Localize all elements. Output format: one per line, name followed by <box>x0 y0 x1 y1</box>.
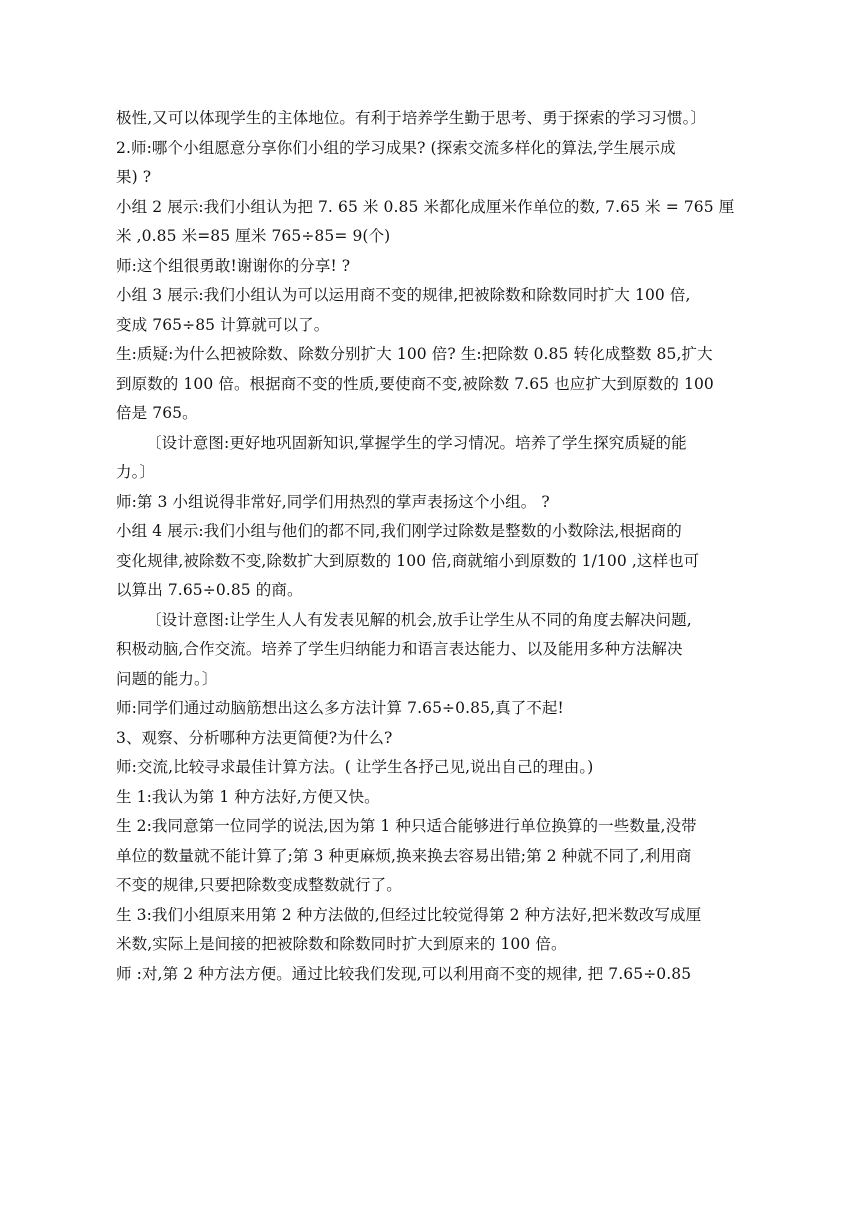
document-body <box>116 104 746 989</box>
text-line: 到原数的 100 倍。根据商不变的性质,要使商不变,被除数 7.65 也应扩大到原数的 100 <box>116 374 714 393</box>
text-line: 变成 765÷85 计算就可以了。 <box>116 315 330 334</box>
text-line: 师:交流,比较寻求最佳计算方法。( 让学生各抒己见,说出自己的理由。) <box>116 758 594 776</box>
text-line: 极性,又可以体现学生的主体地位。有利于培养学生勤于思考、勇于探索的学习习惯。〕 <box>116 109 707 127</box>
text-line: 变化规律,被除数不变,除数扩大到原数的 100 倍,商就缩小到原数的 1/100 ,这样也可 <box>116 551 700 570</box>
text-line: 生 2:我同意第一位同学的说法,因为第 1 种只适合能够进行单位换算的一些数量,没带 <box>116 817 697 835</box>
text-line: 生 1:我认为第 1 种方法好,方便又快。 <box>116 787 380 806</box>
text-line: 小组 4 展示:我们小组与他们的都不同,我们刚学过除数是整数的小数除法,根据商的 <box>116 522 682 540</box>
text-line: 师:第 3 小组说得非常好,同学们用热烈的掌声表扬这个小组。 ? <box>116 492 550 511</box>
text-line: 积极动脑,合作交流。培养了学生归纳能力和语言表达能力、以及能用多种方法解决 <box>116 640 683 658</box>
text-line: 单位的数量就不能计算了;第 3 种更麻烦,换来换去容易出错;第 2 种就不同了,利用商 <box>116 846 692 865</box>
text-line: 师 :对,第 2 种方法方便。通过比较我们发现,可以利用商不变的规律, 把 7.65÷0.85 <box>116 964 692 983</box>
text-line: 2.师:哪个小组愿意分享你们小组的学习成果? (探索交流多样化的算法,学生展示成 <box>116 138 676 157</box>
text-line: 师:同学们通过动脑筋想出这么多方法计算 7.65÷0.85,真了不起! <box>116 699 564 717</box>
text-line: 力。〕 <box>116 463 156 481</box>
text-line: 小组 3 展示:我们小组认为可以运用商不变的规律,把被除数和除数同时扩大 100 倍, <box>116 286 691 304</box>
text-line: 生:质疑:为什么把被除数、除数分别扩大 100 倍? 生:把除数 0.85 转化成整数 85,扩大 <box>116 345 713 363</box>
text-line: 问题的能力。〕 <box>116 669 218 688</box>
text-line: 不变的规律,只要把除数变成整数就行了。 <box>116 876 402 894</box>
text-line: 果) ? <box>116 168 152 186</box>
text-line: 米 ,0.85 米=85 厘米 765÷85= 9(个) <box>116 227 391 245</box>
text-line: 〔设计意图:更好地巩固新知识,掌握学生的学习情况。培养了学生探究质疑的能 <box>146 433 687 452</box>
text-line: 以算出 7.65÷0.85 的商。 <box>116 581 303 599</box>
text-line: 〔设计意图:让学生人人有发表见解的机会,放手让学生从不同的角度去解决问题, <box>146 610 692 629</box>
text-line: 3、观察、分析哪种方法更简便?为什么? <box>116 728 393 747</box>
text-line: 师:这个组很勇敢!谢谢你的分享! ? <box>116 256 351 275</box>
text-line: 米数,实际上是间接的把被除数和除数同时扩大到原来的 100 倍。 <box>116 935 567 953</box>
text-line: 生 3:我们小组原来用第 2 种方法做的,但经过比较觉得第 2 种方法好,把米数改写成厘 <box>116 905 702 924</box>
text-line: 倍是 765。 <box>116 404 198 422</box>
text-line: 小组 2 展示:我们小组认为把 7. 65 米 0.85 米都化成厘米作单位的数, 7.65 米 = 765 厘 <box>116 197 735 216</box>
